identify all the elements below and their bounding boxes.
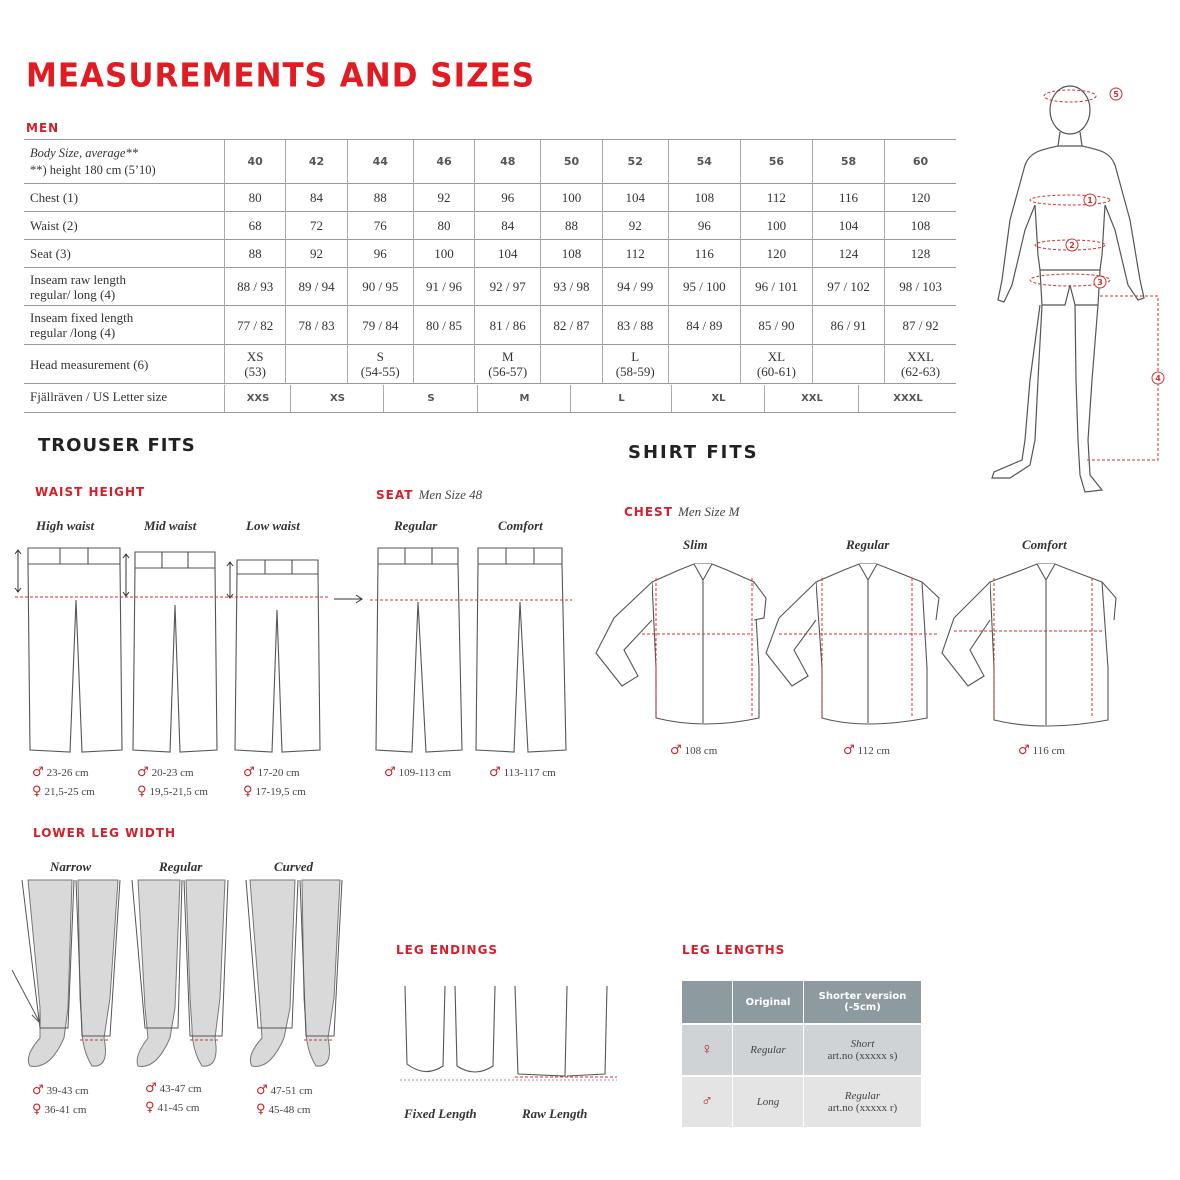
table-cell: 100 bbox=[413, 240, 474, 268]
letter-size-cell: XS bbox=[290, 385, 384, 412]
row-label bbox=[24, 268, 225, 306]
marker-2: 2 bbox=[1069, 241, 1075, 250]
table-cell: 112 bbox=[740, 184, 812, 212]
table-cell: 100 bbox=[541, 184, 602, 212]
table-cell: 92 / 97 bbox=[475, 268, 541, 306]
table-cell: 91 / 96 bbox=[413, 268, 474, 306]
male-icon: ♂ bbox=[682, 1076, 733, 1127]
body-measurement-figure bbox=[980, 80, 1170, 500]
size-header: 48 bbox=[475, 140, 541, 184]
waist-height-label: WAIST HEIGHT bbox=[35, 485, 146, 499]
table-cell bbox=[740, 345, 812, 384]
table-cell: 104 bbox=[812, 212, 884, 240]
trouser-fits-title: TROUSER FITS bbox=[38, 435, 196, 456]
leg-regular-label: Regular bbox=[159, 859, 203, 874]
size-header: 60 bbox=[885, 140, 956, 184]
table-cell: 97 / 102 bbox=[812, 268, 884, 306]
seat-comfort-male bbox=[489, 765, 556, 780]
table-cell: 96 bbox=[347, 240, 413, 268]
table-cell: 92 bbox=[602, 212, 668, 240]
table-cell: 84 / 89 bbox=[668, 306, 740, 345]
measure-value: 116 cm bbox=[1032, 745, 1065, 757]
regular-leg-female bbox=[145, 1100, 199, 1115]
measure-value: 17-19,5 cm bbox=[255, 786, 306, 798]
measure-value: 39-43 cm bbox=[46, 1085, 89, 1097]
chest-label bbox=[624, 504, 739, 520]
table-cell: 108 bbox=[541, 240, 602, 268]
table-cell: 88 bbox=[541, 212, 602, 240]
table-cell: 68 bbox=[225, 212, 286, 240]
table-cell: 90 / 95 bbox=[347, 268, 413, 306]
table-cell: 84 bbox=[475, 212, 541, 240]
shorter-name: Regular bbox=[844, 1090, 881, 1102]
table-cell: 96 / 101 bbox=[740, 268, 812, 306]
high-waist-male bbox=[32, 765, 89, 780]
shorter-value bbox=[804, 1076, 922, 1127]
mid-waist-female bbox=[137, 784, 208, 799]
measure-value: 113-117 cm bbox=[503, 767, 556, 779]
table-row bbox=[24, 212, 956, 240]
shirt-slim bbox=[652, 564, 759, 724]
narrow-male bbox=[32, 1083, 89, 1098]
letter-size-cell: L bbox=[570, 385, 672, 412]
measure-value: 19,5-21,5 cm bbox=[149, 786, 208, 798]
letter-size-cell: XXXL bbox=[858, 385, 957, 412]
size-header: 40 bbox=[225, 140, 286, 184]
leg-lengths-header bbox=[682, 981, 922, 1024]
table-cell bbox=[812, 345, 884, 384]
high-waist-trousers bbox=[28, 548, 122, 752]
shorter-artno: art.no (xxxxx s) bbox=[827, 1050, 898, 1062]
table-cell bbox=[541, 345, 602, 384]
shirt-regular bbox=[816, 564, 927, 724]
table-cell: 80 bbox=[225, 184, 286, 212]
female-icon: ♀ bbox=[243, 784, 253, 799]
table-cell: 120 bbox=[885, 184, 956, 212]
seat-label bbox=[376, 487, 482, 503]
letter-size-label: Fjällräven / US Letter size bbox=[30, 389, 168, 404]
low-waist-female bbox=[243, 784, 306, 799]
page-title: MEASUREMENTS AND SIZES bbox=[26, 57, 536, 95]
row-label-line2: regular /long (4) bbox=[30, 325, 116, 340]
regular-leg-right bbox=[186, 880, 225, 1066]
table-cell bbox=[668, 345, 740, 384]
measure-value: 43-47 cm bbox=[159, 1083, 202, 1095]
size-header: 50 bbox=[541, 140, 602, 184]
body-size-label: Body Size, average** bbox=[30, 145, 138, 160]
table-cell: 72 bbox=[286, 212, 347, 240]
chest-sub: Men Size M bbox=[678, 504, 740, 519]
row-label: Chest (1) bbox=[24, 184, 225, 212]
letter-size-cell: S bbox=[383, 385, 478, 412]
male-icon: ♂ bbox=[670, 743, 682, 758]
table-cell: 85 / 90 bbox=[740, 306, 812, 345]
mid-waist-trousers bbox=[133, 552, 217, 752]
shirt-slim-label: Slim bbox=[683, 537, 708, 552]
head-cm: (54-55) bbox=[360, 364, 400, 379]
low-waist-trousers bbox=[235, 560, 320, 752]
shirt-regular-male bbox=[843, 743, 890, 758]
table-cell: 96 bbox=[668, 212, 740, 240]
measure-value: 109-113 cm bbox=[398, 767, 452, 779]
table-row bbox=[24, 306, 956, 345]
male-icon: ♂ bbox=[256, 1083, 268, 1098]
table-cell: 92 bbox=[286, 240, 347, 268]
marker-5: 5 bbox=[1113, 90, 1119, 99]
female-icon: ♀ bbox=[32, 784, 42, 799]
seat-comfort-trousers bbox=[476, 548, 566, 752]
size-header: 54 bbox=[668, 140, 740, 184]
female-icon: ♀ bbox=[32, 1102, 42, 1117]
size-header: 56 bbox=[740, 140, 812, 184]
table-cell: 80 / 85 bbox=[413, 306, 474, 345]
table-cell bbox=[286, 345, 347, 384]
table-cell: 82 / 87 bbox=[541, 306, 602, 345]
table-cell: 81 / 86 bbox=[475, 306, 541, 345]
table-cell: 79 / 84 bbox=[347, 306, 413, 345]
leg-lengths-table bbox=[682, 981, 922, 1127]
table-cell: 77 / 82 bbox=[225, 306, 286, 345]
table-row bbox=[24, 345, 956, 384]
head-cm: (62-63) bbox=[901, 364, 941, 379]
row-label-line1: Inseam fixed length bbox=[30, 310, 134, 325]
table-cell bbox=[225, 345, 286, 384]
high-waist-female bbox=[32, 784, 95, 799]
curved-leg-left bbox=[250, 880, 295, 1066]
table-cell: 94 / 99 bbox=[602, 268, 668, 306]
seat-label-text: SEAT bbox=[376, 488, 414, 502]
mid-waist-label: Mid waist bbox=[144, 518, 197, 533]
chest-label-text: CHEST bbox=[624, 505, 673, 519]
shirt-regular-label: Regular bbox=[846, 537, 890, 552]
table-cell: 100 bbox=[740, 212, 812, 240]
letter-size-cell: M bbox=[477, 385, 571, 412]
seat-regular-trousers bbox=[376, 548, 462, 752]
height-note: **) height 180 cm (5’10) bbox=[30, 162, 156, 177]
table-cell bbox=[885, 345, 956, 384]
raw-length-left bbox=[515, 986, 567, 1076]
table-cell: 108 bbox=[668, 184, 740, 212]
table-cell: 88 bbox=[225, 240, 286, 268]
table-cell: 108 bbox=[885, 212, 956, 240]
table-cell: 116 bbox=[668, 240, 740, 268]
table-cell: 104 bbox=[602, 184, 668, 212]
table-cell: 88 bbox=[347, 184, 413, 212]
male-icon: ♂ bbox=[137, 765, 149, 780]
male-icon: ♂ bbox=[32, 765, 44, 780]
size-header: 52 bbox=[602, 140, 668, 184]
row-label: Head measurement (6) bbox=[24, 345, 225, 384]
row-label-line1: Inseam raw length bbox=[30, 271, 127, 287]
raw-length-right bbox=[567, 986, 607, 1076]
seat-regular-male bbox=[384, 765, 451, 780]
letter-size-cell: XXS bbox=[224, 385, 291, 412]
table-cell bbox=[347, 345, 413, 384]
measure-value: 36-41 cm bbox=[44, 1104, 87, 1116]
head-cm: (58-59) bbox=[615, 364, 655, 379]
shorter-value bbox=[804, 1024, 922, 1076]
female-icon: ♀ bbox=[256, 1102, 266, 1117]
head-size: XS bbox=[246, 349, 264, 364]
original-value: Long bbox=[733, 1076, 804, 1127]
low-waist-label: Low waist bbox=[246, 518, 300, 533]
table-cell: 87 / 92 bbox=[885, 306, 956, 345]
table-cell: 86 / 91 bbox=[812, 306, 884, 345]
male-icon: ♂ bbox=[489, 765, 501, 780]
letter-size-cell: XL bbox=[671, 385, 765, 412]
high-waist-label: High waist bbox=[36, 518, 95, 533]
fixed-length-right bbox=[455, 986, 495, 1072]
table-row bbox=[682, 1024, 922, 1076]
table-cell bbox=[602, 345, 668, 384]
leg-endings-label: LEG ENDINGS bbox=[396, 943, 499, 957]
head-size: XL bbox=[767, 349, 786, 364]
regular-leg-left bbox=[137, 880, 180, 1066]
table-cell: 93 / 98 bbox=[541, 268, 602, 306]
measure-value: 112 cm bbox=[857, 745, 890, 757]
table-cell: 95 / 100 bbox=[668, 268, 740, 306]
shirt-comfort bbox=[990, 564, 1108, 726]
size-header: 44 bbox=[347, 140, 413, 184]
trouser-illustrations bbox=[10, 540, 580, 760]
female-icon: ♀ bbox=[682, 1024, 733, 1076]
curved-male bbox=[256, 1083, 313, 1098]
male-icon: ♂ bbox=[843, 743, 855, 758]
seat-sub: Men Size 48 bbox=[418, 487, 483, 502]
shirt-comfort-label: Comfort bbox=[1022, 537, 1067, 552]
table-cell: 83 / 88 bbox=[602, 306, 668, 345]
size-header: 42 bbox=[286, 140, 347, 184]
table-cell: 80 bbox=[413, 212, 474, 240]
curved-female bbox=[256, 1102, 310, 1117]
shirt-illustrations bbox=[594, 558, 1124, 738]
head-cm: (53) bbox=[244, 364, 267, 379]
female-icon: ♀ bbox=[145, 1100, 155, 1115]
body-size-header bbox=[24, 140, 225, 184]
size-header: 46 bbox=[413, 140, 474, 184]
leg-endings-illustration bbox=[395, 984, 625, 1084]
shirt-slim-male bbox=[670, 743, 717, 758]
head-cm: (60-61) bbox=[756, 364, 796, 379]
fixed-length-left bbox=[405, 986, 445, 1072]
marker-1: 1 bbox=[1087, 196, 1093, 205]
measure-value: 41-45 cm bbox=[157, 1102, 200, 1114]
table-cell: 89 / 94 bbox=[286, 268, 347, 306]
head-size: S bbox=[376, 349, 384, 364]
table-cell: 104 bbox=[475, 240, 541, 268]
measure-value: 108 cm bbox=[684, 745, 718, 757]
shorter-name: Short bbox=[850, 1038, 875, 1050]
table-cell bbox=[413, 345, 474, 384]
leg-lengths-label: LEG LENGTHS bbox=[682, 943, 786, 957]
marker-3: 3 bbox=[1097, 278, 1103, 287]
female-icon: ♀ bbox=[137, 784, 147, 799]
head-size: L bbox=[631, 349, 640, 364]
narrow-female bbox=[32, 1102, 86, 1117]
head-size: M bbox=[501, 349, 514, 364]
narrow-leg-right bbox=[78, 880, 118, 1066]
male-icon: ♂ bbox=[384, 765, 396, 780]
letter-size-row bbox=[24, 385, 956, 413]
men-section-label: MEN bbox=[26, 121, 60, 135]
shorter-header: Shorter version (-5cm) bbox=[804, 981, 922, 1024]
size-header: 58 bbox=[812, 140, 884, 184]
table-cell: 98 / 103 bbox=[885, 268, 956, 306]
table-cell: 76 bbox=[347, 212, 413, 240]
shirt-fits-title: SHIRT FITS bbox=[628, 442, 759, 463]
measure-value: 47-51 cm bbox=[270, 1085, 313, 1097]
shorter-artno: art.no (xxxxx r) bbox=[827, 1102, 898, 1114]
measure-value: 23-26 cm bbox=[46, 767, 89, 779]
male-icon: ♂ bbox=[243, 765, 255, 780]
seat-comfort-label: Comfort bbox=[498, 518, 543, 533]
table-row bbox=[682, 1076, 922, 1127]
lower-leg-width-label: LOWER LEG WIDTH bbox=[33, 826, 177, 840]
measure-value: 17-20 cm bbox=[257, 767, 300, 779]
fixed-length-label: Fixed Length bbox=[404, 1106, 477, 1121]
measure-value: 45-48 cm bbox=[268, 1104, 311, 1116]
table-cell: 112 bbox=[602, 240, 668, 268]
curved-leg-right bbox=[302, 880, 340, 1066]
table-cell: 96 bbox=[475, 184, 541, 212]
table-cell: 128 bbox=[885, 240, 956, 268]
male-icon: ♂ bbox=[32, 1083, 44, 1098]
table-cell: 84 bbox=[286, 184, 347, 212]
table-cell bbox=[475, 345, 541, 384]
header-blank bbox=[682, 981, 733, 1024]
table-cell: 124 bbox=[812, 240, 884, 268]
original-value: Regular bbox=[733, 1024, 804, 1076]
head-cm: (56-57) bbox=[488, 364, 528, 379]
row-label: Waist (2) bbox=[24, 212, 225, 240]
table-cell: 78 / 83 bbox=[286, 306, 347, 345]
table-cell: 120 bbox=[740, 240, 812, 268]
table-cell: 116 bbox=[812, 184, 884, 212]
row-label bbox=[24, 306, 225, 345]
table-row bbox=[24, 268, 956, 306]
head-size: XXL bbox=[907, 349, 934, 364]
table-row bbox=[24, 184, 956, 212]
mid-waist-male bbox=[137, 765, 194, 780]
low-waist-male bbox=[243, 765, 300, 780]
leg-curved-label: Curved bbox=[274, 859, 313, 874]
regular-leg-male bbox=[145, 1081, 202, 1096]
row-label: Seat (3) bbox=[24, 240, 225, 268]
seat-regular-label: Regular bbox=[394, 518, 438, 533]
letter-size-cell: XXL bbox=[764, 385, 859, 412]
row-label-line2: regular/ long (4) bbox=[30, 286, 116, 302]
table-header-row bbox=[24, 140, 956, 184]
shirt-comfort-male bbox=[1018, 743, 1065, 758]
marker-4: 4 bbox=[1155, 374, 1161, 383]
measure-value: 21,5-25 cm bbox=[44, 786, 95, 798]
table-cell: 92 bbox=[413, 184, 474, 212]
raw-length-label: Raw Length bbox=[522, 1106, 588, 1121]
lower-leg-illustrations bbox=[10, 878, 350, 1078]
narrow-leg-left bbox=[28, 880, 72, 1066]
male-icon: ♂ bbox=[145, 1081, 157, 1096]
table-row bbox=[24, 240, 956, 268]
male-icon: ♂ bbox=[1018, 743, 1030, 758]
table-cell: 88 / 93 bbox=[225, 268, 286, 306]
size-table bbox=[24, 139, 956, 384]
measure-value: 20-23 cm bbox=[151, 767, 194, 779]
original-header: Original bbox=[733, 981, 804, 1024]
leg-narrow-label: Narrow bbox=[50, 859, 92, 874]
